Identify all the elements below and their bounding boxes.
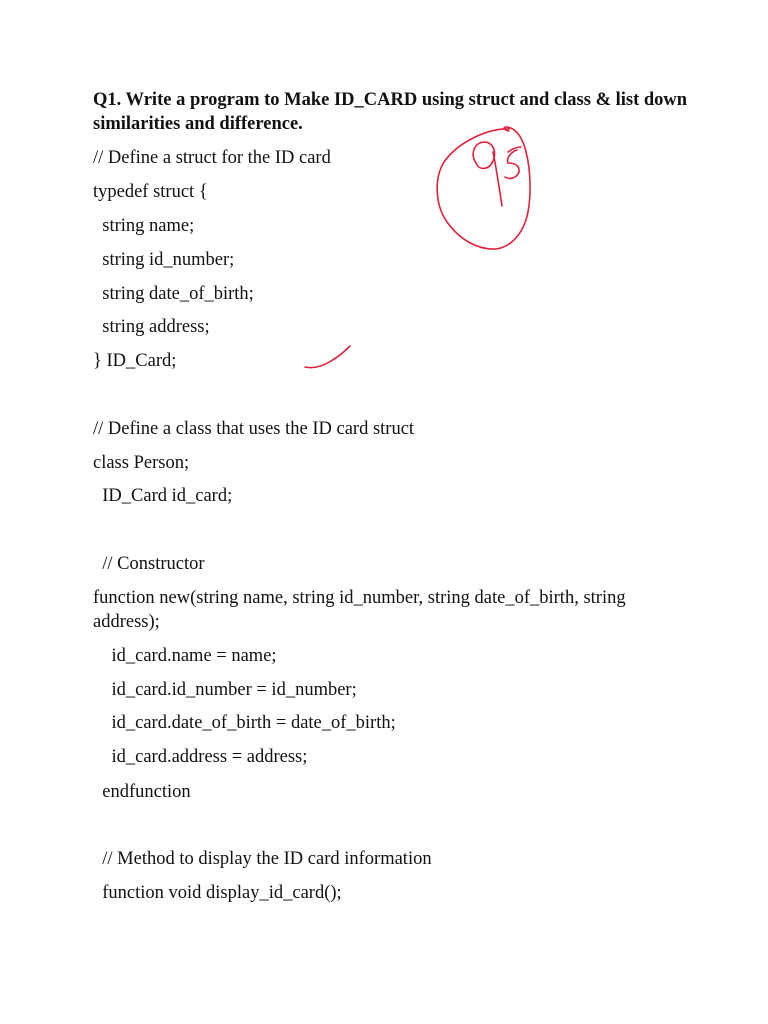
- code-line: string address;: [93, 317, 210, 337]
- code-line: id_card.address = address;: [93, 747, 308, 767]
- code-line: string name;: [93, 216, 195, 236]
- code-line: function new(string name, string id_number, string date_of_birth, string address);: [93, 588, 626, 632]
- code-line: // Define a struct for the ID card: [93, 148, 331, 168]
- code-line: // Method to display the ID card information: [93, 849, 432, 869]
- code-line: // Constructor: [93, 554, 205, 574]
- code-line: endfunction: [93, 782, 191, 802]
- code-line: string date_of_birth;: [93, 284, 254, 304]
- code-line: id_card.name = name;: [93, 646, 277, 666]
- check-mark-icon: [305, 346, 350, 368]
- question-heading: Q1. Write a program to Make ID_CARD using struct and class & list down similarities and difference.: [93, 90, 688, 134]
- code-line: function void display_id_card();: [93, 883, 342, 903]
- code-line: ID_Card id_card;: [93, 486, 233, 506]
- code-line: id_card.id_number = id_number;: [93, 680, 357, 700]
- code-line: } ID_Card;: [93, 351, 177, 371]
- code-line: string id_number;: [93, 250, 235, 270]
- code-line: class Person;: [93, 453, 190, 473]
- code-line: // Define a class that uses the ID card struct: [93, 419, 415, 439]
- code-line: id_card.date_of_birth = date_of_birth;: [93, 713, 396, 733]
- score-circle-icon: [437, 127, 530, 249]
- code-line: typedef struct {: [93, 182, 208, 202]
